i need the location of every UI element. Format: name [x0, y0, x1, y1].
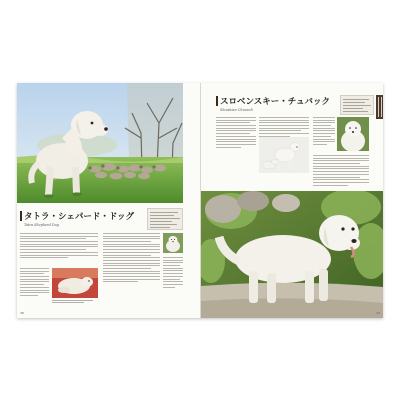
photo-tatra-puppies [52, 268, 98, 298]
breed-info-box [147, 208, 183, 230]
body-text-column-1 [20, 233, 98, 260]
body-text-column-3 [163, 257, 183, 289]
portrait-photo-tatra [163, 233, 183, 253]
hero-photo-slovak-dog [201, 191, 383, 318]
breed-subtitle: Slovakian Chuvach [220, 108, 253, 112]
left-page [17, 83, 200, 318]
body-text-column-2 [259, 117, 309, 139]
breed-title: スロベンスキー・チュバック [220, 97, 330, 107]
section-heading-tatra [20, 210, 140, 230]
portrait-photo-graphic [337, 117, 369, 151]
body-text-column-4 [313, 155, 369, 187]
breed-subtitle: Tatra Shepherd Dog [24, 223, 59, 227]
hero-photo-graphic [17, 83, 183, 203]
breed-info-box [340, 95, 374, 115]
hero-photo-graphic [201, 191, 383, 318]
body-text-column-3 [313, 117, 335, 147]
portrait-photo-slovak [337, 117, 369, 151]
standing-photo-graphic [259, 137, 309, 173]
heading-accent-bar [216, 96, 218, 106]
body-text-column-2 [103, 233, 160, 284]
hero-photo-tatra-dog [17, 83, 183, 203]
page-number-left: 48 [20, 311, 24, 315]
puppies-photo-graphic [52, 268, 98, 298]
body-text-column-1-narrow [20, 268, 49, 298]
body-text-column-1 [216, 117, 256, 149]
breed-title: タトラ・シェパード・ドッグ [24, 212, 134, 222]
photo-caption [52, 300, 98, 304]
right-page [201, 83, 383, 318]
heading-accent-bar [20, 211, 22, 221]
book-spread [17, 83, 383, 318]
section-heading-slovak [216, 95, 336, 115]
portrait-photo-graphic [163, 233, 183, 253]
chapter-index-tab [376, 95, 383, 119]
photo-slovak-standing [259, 137, 309, 173]
page-number-right: 49 [376, 311, 380, 315]
